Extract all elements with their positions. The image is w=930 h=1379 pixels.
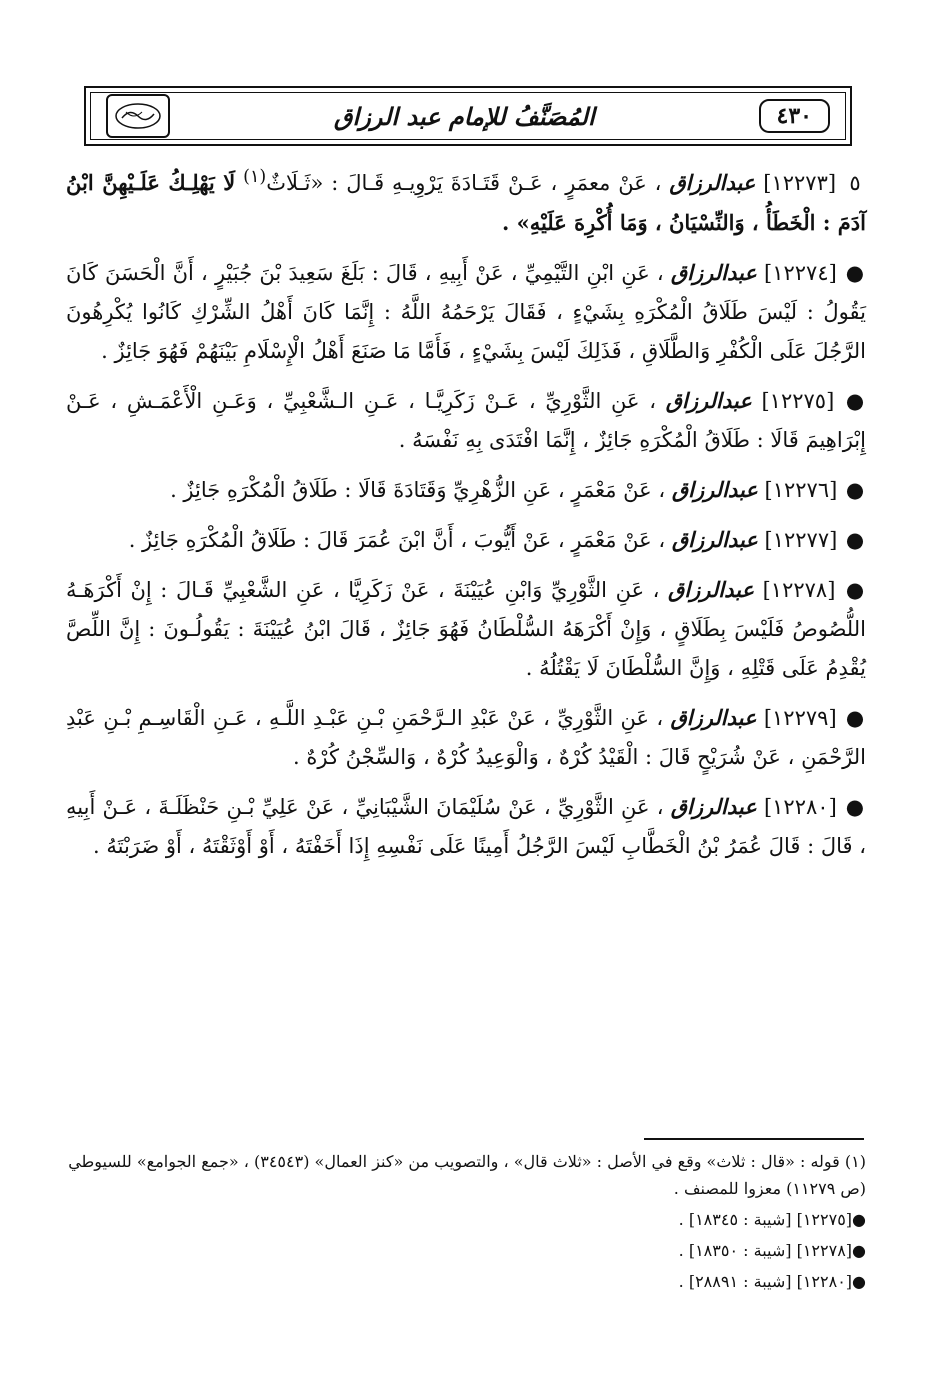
bullet-marker: ●: [845, 389, 865, 413]
narration-text: ، عَنْ مَعْمَرٍ ، عَنْ أَيُّوبَ ، أَنَّ ابْنَ عُمَرَ قَالَ : طَلَاقُ الْمُكْرَهِ جَائِزٌ .: [128, 528, 666, 552]
footnote-separator: [644, 1138, 864, 1140]
page-number: ٤٣٠: [759, 99, 830, 133]
footnotes-section: [66, 1148, 866, 1299]
bullet-marker: ●: [845, 706, 865, 730]
narration-12274: [66, 253, 866, 371]
bullet-marker: ●: [845, 528, 865, 552]
narration-text: ، عَنِ الثَّوْرِيِّ وَابْنِ عُيَيْنَةَ ، عَنْ زَكَرِيَّا ، عَنِ الشَّعْبِيِّ قَـالَ : إِنْ أَكْرَهَـهُ اللُّصُوصُ فَلَيْسَ بِطَلَاقٍ ، وَإِنْ أَكْرَهَهُ السُّلْطَانُ فَهُوَ جَائِزٌ ، قَالَ ابْنُ عُيَيْنَةَ : يَقُولُـونَ : إِنَّ اللِّصَّ يُقْدِمُ عَلَى قَتْلِهِ ، وَإِنَّ السُّلْطَانَ لَا يَقْتُلُهُ .: [66, 578, 866, 680]
narration-number: [١٢٢٧٥]: [761, 389, 835, 413]
narrator-name: عبدالرزاق: [669, 170, 756, 195]
narration-number: [١٢٢٧٨]: [762, 578, 836, 602]
narration-number: [١٢٢٧٤]: [764, 261, 837, 285]
narration-number: [١٢٢٧٦]: [764, 478, 838, 502]
narration-text: ، عَنْ معمَرٍ ، عَـنْ قَتَـادَةَ يَرْوِيـهِ قَـالَ : «ثَـلَاثٌ: [266, 171, 662, 195]
bullet-marker: ●: [845, 795, 865, 819]
narration-12276: [66, 470, 866, 510]
footnote-ref: (١): [243, 167, 267, 187]
narration-12277: [66, 520, 866, 560]
narration-number: [١٢٢٧٣]: [763, 171, 837, 195]
narration-12279: [66, 698, 866, 777]
running-title: المُصَنَّفُ للإمام عبد الرزاق: [333, 101, 595, 131]
source-note-12280: ●[١٢٢٨٠] [شيبة : ٢٨٨٩١] .: [678, 1272, 866, 1291]
narrator-name: عبدالرزاق: [671, 527, 758, 552]
narration-12280: [66, 787, 866, 866]
narrator-name: عبدالرزاق: [670, 260, 757, 285]
narrator-name: عبدالرزاق: [665, 388, 752, 413]
seal-ornament-icon: [112, 100, 164, 132]
narrator-name: عبدالرزاق: [670, 705, 757, 730]
narration-text: ، عَنِ ابْنِ التَّيْمِيِّ ، عَنْ أَبِيهِ ، قَالَ : بَلَغَ سَعِيدَ بْنَ جُبَيْرٍ ، أَنَّ الْحَسَنَ كَانَ يَقُولُ : لَيْسَ طَلَاقُ الْمُكْرَهِ بِشَيْءٍ ، فَقَالَ يَرْحَمُهُ اللَّهُ : إِنَّمَا كَانَ أَهْلُ الشِّرْكِ كَانُوا يُكْرِهُونَ الرَّجُلَ عَلَى الْكُفْرِ وَالطَّلَاقِ ، فَذَلِكَ لَيْسَ بِشَيْءٍ ، فَأَمَّا مَا صَنَعَ أَهْلُ الْإِسْلَامِ بَيْنَهُمْ فَهُوَ جَائِزٌ .: [66, 261, 866, 363]
narration-12275: [66, 381, 866, 460]
footnote-1: (١) قوله : «قال : ثلاث» وقع في الأصل : «ثلاث قال» ، والتصويب من «كنز العمال» (٣٤٥٤٣) ، «جمع الجوامع» للسيوطي (ص ١١٢٧٩) معزوا للمصنف .: [68, 1152, 866, 1198]
narration-text: ، عَنِ الثَّوْرِيِّ ، عَـنْ زَكَرِيَّـا ، عَـنِ الـشَّعْبِيِّ ، وَعَـنِ الْأَعْمَـشِ ، عَـنْ إِبْرَاهِيمَ قَالَا : طَلَاقُ الْمُكْرَهِ جَائِزٌ ، إِنَّمَا افْتَدَى بِهِ نَفْسَهُ .: [66, 389, 866, 452]
narrator-name: عبدالرزاق: [671, 477, 758, 502]
narration-text: ، عَنْ مَعْمَرٍ ، عَنِ الزُّهْرِيِّ وَقَتَادَةَ قَالَا : طَلَاقُ الْمُكْرَهِ جَائِزٌ .: [170, 478, 666, 502]
ring-marker: ٥: [849, 171, 861, 195]
publisher-seal-icon: [106, 94, 170, 138]
narration-text: ، عَنِ الثَّوْرِيِّ ، عَنْ سُلَيْمَانَ الشَّيْبَانِيِّ ، عَنْ عَلِيِّ بْـنِ حَنْظَلَـةَ ، عَـنْ أَبِيهِ ، قَالَ : قَالَ عُمَرُ بْنُ الْخَطَّابِ لَيْسَ الرَّجُلُ أَمِينًا عَلَى نَفْسِهِ إِذَا أَخَفْتَهُ ، أَوْ أَوْثَقْتَهُ ، أَوْ ضَرَبْتَهُ .: [66, 795, 866, 858]
narrations-body: [66, 158, 866, 876]
bullet-marker: ●: [845, 578, 865, 602]
narration-number: [١٢٢٧٩]: [763, 706, 837, 730]
bullet-marker: ●: [845, 261, 865, 285]
narration-number: [١٢٢٧٧]: [764, 528, 838, 552]
source-note-12275: ●[١٢٢٧٥] [شيبة : ١٨٣٤٥] .: [678, 1210, 866, 1229]
narration-text-bold: لَا يَهْلِـكُ عَلَـيْهِنَّ ابْنُ آدَمَ : الْخَطَأُ ، وَالنِّسْيَانُ ، وَمَا أُكْرِهَ عَلَيْهِ» .: [66, 170, 866, 235]
narration-12273: [66, 158, 866, 243]
source-note-12278: ●[١٢٢٧٨] [شيبة : ١٨٣٥٠] .: [678, 1241, 866, 1260]
narration-12278: [66, 570, 866, 688]
narration-text: ، عَنِ الثَّوْرِيِّ ، عَنْ عَبْدِ الـرَّحْمَنِ بْـنِ عَبْـدِ اللَّـهِ ، عَـنِ الْقَاسِـمِ بْـنِ عَبْدِ الرَّحْمَنِ ، عَنْ شُرَيْحٍ قَالَ : الْقَيْدُ كُرْهٌ ، وَالْوَعِيدُ كُرْهٌ ، وَالسِّجْنُ كُرْهٌ .: [66, 706, 866, 769]
narration-number: [١٢٢٨٠]: [763, 795, 837, 819]
bullet-marker: ●: [845, 478, 865, 502]
narrator-name: عبدالرزاق: [670, 794, 757, 819]
page-header: [84, 86, 852, 146]
narrator-name: عبدالرزاق: [668, 577, 755, 602]
